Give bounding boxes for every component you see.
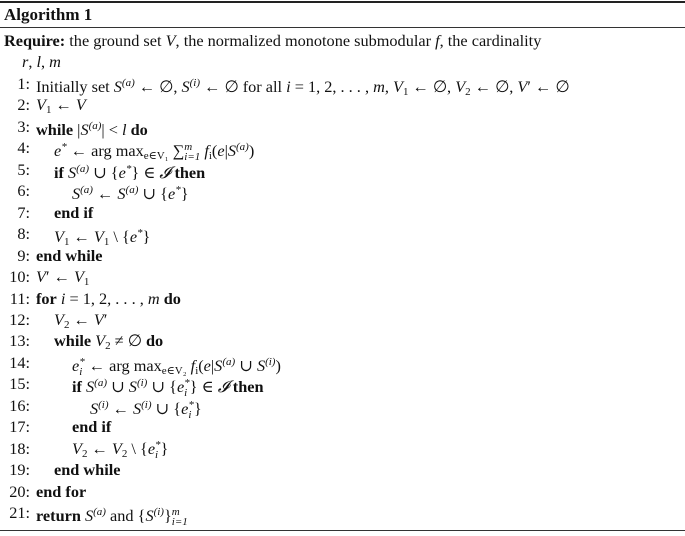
line-content bbox=[36, 73, 570, 103]
line-content bbox=[72, 416, 111, 437]
math-symbol: V bbox=[93, 309, 104, 329]
keyword: end if bbox=[54, 202, 94, 222]
math-symbol: V bbox=[111, 438, 122, 458]
line-number: 8: bbox=[17, 224, 30, 244]
subscript: 1 bbox=[402, 86, 409, 98]
text: ← bbox=[92, 184, 118, 204]
math-symbol: V bbox=[165, 31, 176, 50]
line-number: 16: bbox=[9, 395, 30, 415]
math-symbol: V bbox=[455, 77, 466, 96]
math-symbol: e bbox=[217, 141, 225, 161]
math-symbol: f bbox=[435, 31, 440, 50]
text: ← arg max bbox=[66, 141, 144, 161]
keyword: if bbox=[72, 377, 82, 397]
math-symbol: l bbox=[122, 119, 127, 139]
line-content bbox=[54, 202, 93, 223]
text: \ { bbox=[127, 438, 148, 458]
text: = 1, 2, . . . , bbox=[290, 77, 374, 96]
line-content bbox=[54, 159, 205, 183]
subscript: 1 bbox=[45, 104, 52, 117]
math-symbol: e bbox=[203, 355, 211, 375]
subscript: 1 bbox=[83, 276, 90, 289]
line-number: 4: bbox=[17, 138, 30, 158]
math-symbol: e bbox=[181, 398, 189, 418]
text: and { bbox=[105, 506, 146, 525]
line-content bbox=[36, 245, 103, 266]
text: ∪ { bbox=[147, 377, 177, 397]
math-symbol: S bbox=[132, 398, 142, 418]
text: | bbox=[73, 119, 81, 139]
text: Initially set bbox=[36, 77, 114, 96]
math-symbol: i bbox=[286, 77, 291, 96]
superscript: (a) bbox=[235, 141, 249, 154]
superscript: (i) bbox=[265, 355, 276, 368]
math-symbol: S bbox=[145, 506, 154, 525]
math-symbol: S bbox=[86, 377, 95, 397]
math-symbol: e bbox=[167, 184, 176, 204]
line-number: 5: bbox=[17, 159, 30, 179]
superscript: * bbox=[184, 377, 190, 390]
text: } ∈ bbox=[131, 162, 160, 182]
line-number: 14: bbox=[9, 352, 30, 372]
math-symbol: m bbox=[147, 288, 160, 308]
subscript: i bbox=[188, 408, 192, 421]
keyword: end while bbox=[54, 460, 121, 480]
math-symbol: V bbox=[72, 438, 82, 458]
keyword: return bbox=[36, 506, 81, 525]
line-number: 1: bbox=[17, 74, 30, 93]
text: , bbox=[28, 52, 37, 71]
text: ← ∅, bbox=[134, 77, 182, 96]
math-symbol: e bbox=[129, 227, 138, 247]
text: | bbox=[224, 141, 228, 161]
superscript: * bbox=[61, 141, 67, 154]
line-number: 9: bbox=[17, 245, 30, 265]
keyword: end for bbox=[36, 481, 87, 501]
line-content bbox=[22, 51, 61, 72]
text: ← arg max bbox=[84, 355, 162, 375]
text: ∪ { bbox=[138, 184, 168, 204]
text: } bbox=[193, 398, 202, 418]
subscript: i bbox=[208, 150, 212, 163]
superscript: (a) bbox=[121, 77, 135, 89]
line-number: 13: bbox=[9, 331, 30, 351]
superscript: (a) bbox=[222, 355, 236, 368]
superscript: (i) bbox=[141, 398, 152, 411]
subscript: i bbox=[79, 365, 83, 378]
subscript: 2 bbox=[63, 318, 70, 331]
text: ← bbox=[87, 438, 112, 458]
line-content bbox=[54, 459, 121, 480]
superscript: * bbox=[125, 162, 132, 175]
text: ← bbox=[69, 227, 94, 247]
superscript: (i) bbox=[189, 77, 201, 89]
keyword: end while bbox=[36, 245, 103, 265]
math-symbol: S bbox=[85, 506, 94, 525]
superscript: (i) bbox=[98, 398, 109, 411]
text: ′ ← ∅ bbox=[527, 77, 570, 96]
math-symbol: 𝓘 bbox=[217, 377, 229, 397]
subscript: 2 bbox=[81, 447, 88, 460]
math-symbol: e bbox=[72, 355, 80, 375]
text: ∪ { bbox=[151, 398, 182, 418]
keyword: do bbox=[145, 331, 164, 351]
math-symbol: S bbox=[214, 355, 223, 375]
math-symbol: f bbox=[204, 141, 209, 161]
superscript: * bbox=[188, 398, 194, 411]
line-number: 10: bbox=[9, 267, 30, 287]
math-symbol: S bbox=[68, 162, 77, 182]
text: ) bbox=[275, 355, 281, 375]
math-symbol: S bbox=[117, 184, 126, 204]
math-symbol: i bbox=[60, 288, 66, 308]
keyword: then bbox=[174, 162, 206, 182]
keyword: for bbox=[36, 288, 57, 308]
keyword: end if bbox=[72, 417, 112, 437]
math-symbol: V bbox=[75, 95, 86, 115]
keyword: do bbox=[130, 119, 148, 139]
text: } ∈ bbox=[189, 377, 218, 397]
math-symbol: V bbox=[36, 95, 46, 115]
text: | < bbox=[101, 119, 122, 139]
text: \ { bbox=[109, 227, 130, 247]
line-number: 17: bbox=[9, 417, 30, 437]
superscript: (a) bbox=[76, 162, 89, 175]
text: = 1, 2, . . . , bbox=[65, 288, 148, 308]
superscript: m bbox=[171, 506, 180, 518]
superscript: (a) bbox=[125, 184, 139, 197]
math-symbol: S bbox=[113, 77, 122, 96]
keyword: if bbox=[54, 162, 64, 182]
keyword: while bbox=[54, 331, 92, 351]
subscript: e∈V₂ bbox=[161, 364, 187, 377]
text: ← bbox=[51, 95, 76, 115]
math-symbol: V bbox=[36, 267, 46, 287]
math-symbol: V bbox=[517, 77, 528, 96]
text: } bbox=[180, 184, 189, 204]
text: ← ∅, bbox=[408, 77, 456, 96]
subscript: 1 bbox=[63, 236, 70, 249]
math-symbol: r bbox=[22, 52, 29, 71]
math-symbol: V bbox=[93, 227, 104, 247]
line-number: 20: bbox=[9, 481, 30, 501]
math-symbol: S bbox=[72, 184, 81, 204]
keyword: while bbox=[36, 119, 74, 139]
line-number: 21: bbox=[9, 503, 30, 522]
line-number: 18: bbox=[9, 438, 30, 458]
math-symbol: f bbox=[190, 355, 196, 375]
text: ← bbox=[69, 309, 94, 329]
line-content bbox=[72, 180, 189, 204]
math-symbol: e bbox=[147, 438, 156, 458]
math-symbol: S bbox=[256, 355, 266, 375]
subscript: i bbox=[155, 448, 159, 461]
line-number: 2: bbox=[17, 95, 30, 115]
keyword: then bbox=[232, 377, 264, 397]
superscript: (a) bbox=[88, 119, 102, 132]
math-symbol: S bbox=[90, 398, 99, 418]
text: ∪ bbox=[107, 377, 129, 397]
text: } bbox=[142, 227, 151, 247]
text: ) bbox=[248, 141, 255, 161]
text: , bbox=[41, 52, 50, 71]
text: the ground set bbox=[65, 31, 166, 50]
math-symbol: 𝓘 bbox=[159, 162, 171, 182]
line-content bbox=[36, 116, 148, 140]
line-number: 15: bbox=[9, 374, 30, 394]
text: ′ bbox=[103, 309, 108, 329]
math-symbol: e bbox=[54, 141, 62, 161]
math-symbol: S bbox=[128, 377, 137, 397]
line-number: 11: bbox=[9, 288, 30, 308]
math-symbol: V bbox=[95, 331, 106, 351]
subscript: 1 bbox=[103, 236, 110, 249]
text: | bbox=[210, 355, 215, 375]
title-rule bbox=[0, 27, 685, 28]
line-content bbox=[36, 481, 86, 502]
superscript: * bbox=[175, 184, 181, 197]
text: ← ∅, bbox=[470, 77, 518, 96]
superscript: (i) bbox=[136, 377, 148, 390]
text: ∪ { bbox=[89, 162, 119, 182]
line-content bbox=[36, 288, 181, 309]
text: ∪ bbox=[235, 355, 257, 375]
line-content bbox=[4, 30, 541, 51]
superscript: * bbox=[79, 355, 85, 368]
text: ( bbox=[198, 355, 204, 375]
superscript: (i) bbox=[153, 506, 164, 518]
math-symbol: V bbox=[54, 227, 64, 247]
math-symbol: l bbox=[36, 52, 42, 71]
text: ∑ bbox=[168, 141, 185, 161]
text: } bbox=[160, 438, 169, 458]
subscript: e∈V₁ bbox=[143, 150, 169, 163]
math-symbol: e bbox=[118, 162, 126, 182]
subscript: i=1 bbox=[171, 516, 188, 528]
subscript: i bbox=[195, 364, 199, 377]
bottom-rule bbox=[0, 530, 685, 531]
subscript: i=1 bbox=[184, 151, 201, 164]
algorithm-title: Algorithm 1 bbox=[4, 5, 93, 24]
text: } bbox=[163, 506, 172, 525]
line-number: 7: bbox=[17, 202, 30, 222]
math-symbol: S bbox=[227, 141, 236, 161]
text: ≠ ∅ bbox=[110, 331, 146, 351]
text: , the cardinality bbox=[439, 31, 542, 50]
superscript: * bbox=[155, 438, 161, 451]
subscript: 2 bbox=[121, 447, 128, 460]
math-symbol: V bbox=[73, 267, 84, 287]
line-number: 19: bbox=[9, 460, 30, 480]
subscript: i bbox=[184, 387, 188, 400]
sup-sub-script bbox=[172, 507, 188, 527]
subscript: 2 bbox=[465, 86, 471, 98]
superscript: (a) bbox=[93, 506, 106, 518]
line-content bbox=[36, 502, 188, 527]
line-number: 12: bbox=[9, 309, 30, 329]
text: , the normalized monotone submodular bbox=[175, 31, 436, 50]
math-symbol: m bbox=[49, 52, 61, 71]
math-symbol: m bbox=[373, 77, 385, 96]
math-symbol: V bbox=[393, 77, 403, 96]
math-symbol: S bbox=[181, 77, 190, 96]
math-symbol: V bbox=[54, 309, 64, 329]
text: ′ ← bbox=[45, 267, 74, 287]
keyword: Require: bbox=[4, 31, 66, 50]
math-symbol: e bbox=[176, 377, 185, 397]
text: ← ∅ for all bbox=[200, 77, 287, 96]
math-symbol: S bbox=[80, 119, 89, 139]
text: , bbox=[384, 77, 393, 96]
superscript: (a) bbox=[80, 184, 93, 197]
keyword: do bbox=[163, 288, 181, 308]
superscript: (a) bbox=[94, 377, 107, 390]
line-number: 3: bbox=[17, 116, 30, 136]
superscript: m bbox=[184, 141, 193, 154]
top-rule bbox=[0, 1, 685, 3]
line-number: 6: bbox=[17, 181, 30, 201]
superscript: * bbox=[137, 227, 143, 240]
text: ← bbox=[108, 398, 133, 418]
text: ( bbox=[211, 141, 218, 161]
subscript: 2 bbox=[105, 340, 111, 353]
